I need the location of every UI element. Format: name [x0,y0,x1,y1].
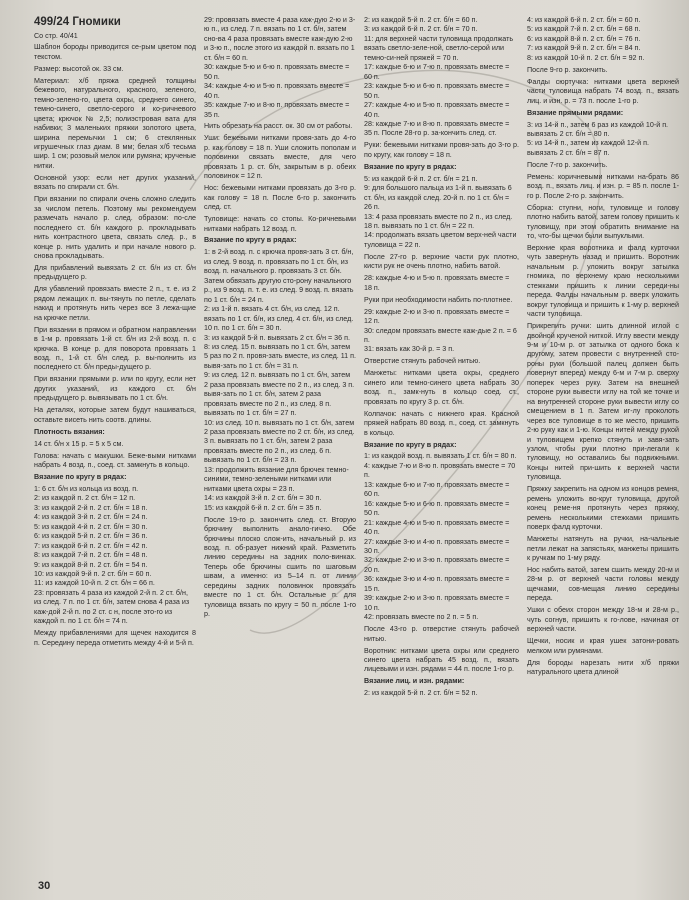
row-item: 8: из след. 15 п. вывязать по 1 ст. б/н, затем 5 раз по 2 п. провя-зать вместе, из след. 11 п. вывя-зать по 1 ст. б/н = 31 п. [204,342,356,370]
row-item: 4: из каждой 3-й п. 2 ст. б/н = 24 п. [34,513,148,522]
head-rows-list [34,485,196,627]
row-item: 1: в 2-й возд. п. с крючка провя-зать 3 ст. б/н, из след. 9 возд. п. провязать по 1 ст. б/н, из возд. п. начального р. провязать 3 ст. б/н. Затем обвязать другую сто-рону начального р., из 9 возд. п. т. е. из след. 9 возд. п. вязать по 1 ст. б/н = 24 п. [204,248,354,304]
row-item: 10: из каждой 9-й п. 2 ст. б/н = 60 п. [34,570,152,579]
nose-assembly-text: Нос набить ватой, затем сшить между 20-м и 28-м р. от верхней части головы между щечками, сов-мещая линию середины переда. [527,565,679,603]
cuffs-assembly-text: Манжеты натянуть на ручки, на-чальные петли лежат на запястьях, манжеты пришить к ручкам по 1-му ряду. [527,535,679,562]
page-number: 30 [38,880,51,892]
arms-text: Руки: бежевыми нитками провя-зать до 3-го р. по кругу, как голову = 18 п. [364,141,519,159]
row-item: 31: вязать как 30-й р. = 3 п. [364,345,455,354]
row-item: 4: из каждой 6-й п. 2 ст. б/н = 60 п. [527,16,641,24]
round-rows-heading: Вязание по кругу в рядах: [364,162,457,171]
row-item: 2: из 1-й п. вязать 4 ст. б/н, из след. 12 п. вязать по 1 ст. б/н, из след. 4 ст. б/н, из след. 10 п. по 1 ст. б/н = 30 п. [204,305,354,333]
row-item: 11: для верхней части туловища продолжать вязать светло-зеле-ной, светло-серой или темно-си-ней пряжей = 70 п. [364,34,514,62]
cap-text: Колпачок: начать с нижнего края. Красной пряжей набрать 80 возд. п., соед. ст. замкнуть в кольцо. [364,409,519,437]
size-text: Размер: высотой ок. 33 см. [34,64,124,73]
row-item: 36: каждые 3-ю и 4-ю п. провязать вместе = 15 п. [364,575,510,593]
row-item: 1: из каждой возд. п. вывязать 1 ст. б/н = 80 п. [364,452,517,461]
cap-rows-list [364,452,519,622]
cheeks-text: Между прибавлениями для щечек находится 8 п. Середину переда отметить между 4-й и 5-й п. [34,629,196,647]
nose-text: Нос: бежевыми нитками провязать до 3-го р. как голову = 18 п. После 6-го р. закончить след. ст. [204,184,356,212]
collar-text: Воротник: нитками цвета охры или среднего синего цвета набрать 45 возд. п., вязать лицевыми и изн. рядами = 44 п. после 1-го р. [364,646,519,674]
body-rows-list [204,248,356,513]
collar-rows-list [364,689,519,698]
row-item: 3: из каждой 5-й п. вывязать 2 ст. б/н = 36 п. [204,333,350,342]
row-item: 27: каждые 3-ю и 4-ю п. провязать вместе = 30 п. [364,537,510,556]
arms-rows-list-3 [364,308,519,355]
row-item: 5: из каждой 4-й п. 2 ст. б/н = 30 п. [34,522,148,531]
details-text: На деталях, которые затем будут нашиваться, оставьте висеть нить соотв. длины. [34,406,196,424]
intro-text: Шаблон бороды приводится се-рым цветом под текстом. [34,43,196,61]
row-item: 13: продолжить вязание для брючек темно-синими, темно-зелеными нитками или нитками цвета охры = 23 п. [204,465,349,493]
pattern-title: 499/24 Гномики [34,16,121,28]
row-item: 3: из каждой 2-й п. 2 ст. б/н = 18 п. [34,503,148,512]
body-text: Туловище: начать со стопы. Ко-ричневыми нитками набрать 12 возд. п. [204,215,356,233]
row-item: 39: каждые 2-ю и 3-ю п. провязать вместе = 10 п. [364,594,510,612]
row-item: 13: каждые 6-ю и 7-ю п. провязать вместе = 60 п. [364,480,510,499]
row-item: 2: из каждой 5-й п. 2 ст. б/н = 60 п. [364,16,478,24]
column-2 [204,16,356,622]
belt-text: Ремень: коричневыми нитками на-брать 86 возд. п., вязать лиц. и изн. р. = 85 п. после 1-го р. После 2-го р. закончить. [527,172,679,200]
row-item: 23: провязать 4 раза из каждой 2-й п. 2 ст. б/н, из след. 7 п. по 1 ст. б/н, затем снова 4 раза из каж-дой 2-й п. по 2 ст. с н, после это-го из каждой п. по 1 ст. б/н = 74 п. [34,588,190,626]
row-item: 5: из каждой 6-й п. 2 ст. б/н = 21 п. [364,174,478,183]
arms-close-text: Отверстие стянуть рабочей нитью. [364,357,481,366]
row-item: 17: каждые 6-ю и 7-ю п. провязать вместе = 60 п. [364,63,510,81]
arms-stuffing-text-2: Руки при необходимости набить по-плотнее. [364,295,513,304]
row-item: 16: каждые 5-ю и 6-ю п. провязать вместе = 50 п. [364,499,510,518]
ears-assembly-text: Ушки с обеих сторон между 18-м и 28-м р., чуть согнув, пришить к го-лове, начиная от верхней части. [527,606,679,634]
row-item: 29: каждые 2-ю и 3-ю п. провязать вместе = 12 п. [364,307,510,326]
head-text: Голова: начать с макушки. Беже-выми нитками набрать 4 возд. п., соед. ст. замкнуть в кольцо. [34,451,196,470]
row-item: 6: из каждой 5-й п. 2 ст. б/н = 36 п. [34,532,148,541]
row-item: 5: из каждой 7-й п. 2 ст. б/н = 68 п. [527,25,641,34]
row-item: 10: из след. 10 п. вывязать по 1 ст. б/н, затем 2 раза провязать вместе по 2 ст. б/н, из след. 3 п. вывязать по 1 ст. б/н, затем 2 раза провязать вместе по 2 п., из след. 6 п. вывязать по 1 ст. б/н = 23 п. [204,418,355,465]
torso-rows-list [364,16,519,139]
cuffs-text: Манжеты: нитками цвета охры, среднего синего или темно-синего цвета набрать 30 возд. п., замк-нуть в кольцо соед. ст., провязать по кругу 3 р. ст. б/н. [364,369,519,406]
row-item: 2: из каждой п. 2 ст. б/н = 12 п. [34,494,136,503]
collar-rows-list-2 [527,16,679,63]
row-item: 23: каждые 5-ю и 6-ю п. провязать вместе = 50 п. [364,82,510,100]
column-1 [34,16,196,651]
row-item: 32: каждые 2-ю и 3-ю п. провязать вместе = 20 п. [364,556,510,574]
row-item: 9: из каждой 8-й п. 2 ст. б/н = 54 п. [34,560,148,569]
decrease-text: Для убавлений провязать вместе 2 п., т. е. из 2 рядом лежащих п. вы-тянуть по петле, сделать накид и протянуть нить через все 3 лежа-щие на крючке петли. [34,285,196,322]
collar-end-text: После 9-го р. закончить. [527,65,608,74]
row-item: 1: 6 ст. б/н из кольца из возд. п. [34,484,139,493]
cap-close-text: После 43-го р. отверстие стянуть рабочей нитью. [364,625,519,643]
row-item: 5: из 14-й п., затем из каждой 12-й п. вывязать 2 ст. б/н = 87 п. [527,139,649,157]
row-item: 30: следом провязать вместе каж-дые 2 п. = 6 п. [364,326,517,344]
spiral-text: При вязании по спирали очень сложно следить за числом петель. Поэтому мы рекомендуем размечать начало р. след. образом: по-сле последнего ст. б/н каждого р. прокладывать нить контрастного цвета, связать след. р., в конце р. нить удалить и при начале нового р. снова прокладывать. [34,195,196,260]
coat-tails-end-text: После 7-го р. закончить. [527,160,608,169]
row-item: 6: из каждой 8-й п. 2 ст. б/н = 76 п. [527,34,641,43]
coat-tails-rows-list [527,121,679,159]
beard-text: Для бороды нарезать нити х/б пряжи натурального цвета длиной [527,658,679,676]
row-item: 35: каждые 7-ю и 8-ю п. провязать вместе = 35 п. [204,101,350,119]
round-rows-heading: Вязание по кругу в рядах: [34,472,127,481]
page-reference: Со стр. 40/41 [34,31,78,40]
attach-arms-text: Прикрепить ручки: шить длинной иглой с двойной крученой ниткой. Иглу ввести между 9-м и 10-м р. от затылка от одного бока к другому, затем провести с внутренней сто-роны руки (большой палец должен быть повернут вперед) между 6-м и 7-м р. сверху поперек через руку. Затем на внешней стороне руки вывести иглу на той же точке и на внутренней стороне руки вывести иглу со смещением в 1 п. Затем иг-лу проколоть через все туловище в то же место, пришить 2-ю руку как и 1-ю. Концы нитей между рукой и туловищем крепко стянуть и завя-зать узлом, чтобы руки плотно при-легали к туловищу, но оставались бы подвижными. Концы нитей при-шить к верхней части туловища. [527,322,679,482]
column-4 [527,16,679,680]
row-item: 3: из каждой 6-й п. 2 ст. б/н = 70 п. [364,25,478,34]
straight-rows-heading: Вязание лиц. и изн. рядами: [364,677,465,686]
row-item: 28: каждые 4-ю и 5-ю п. провязать вместе = 18 п. [364,274,510,292]
buckle-text: Пряжку закрепить на одном из концов ремня, ремень уложить во-круг туловища, другой конец реме-ня протянуть через пряжку, ремень несколькими стежками пришить поверх фалд курточки. [527,485,679,532]
gauge-text: 14 ст. б/н х 15 р. = 5 х 5 см. [34,439,124,448]
row-item: 13: 4 раза провязать вместе по 2 п., из след. 18 п. вывязать по 1 ст. б/н = 22 п. [364,212,513,231]
basic-pattern-text: Основной узор: если нет других указаний, вязать по спирали ст. б/н. [34,173,196,192]
collar-assembly-text: Верхние края воротника и фалд курточки чуть завернуть назад и пришить. Воротник начальным р. уложить вокруг затылка гномика, по верхнему краю несколькими стежками пришить к линии середи-ны переда. Фалды начальным р. вверх уложить вокруг туловища и пришить к 1-му р. верхней части туловища. [527,243,679,319]
row-item: 7: из каждой 6-й п. 2 ст. б/н = 42 п. [34,541,148,550]
row-item: 2: из каждой 5-й п. 2 ст. б/н = 52 п. [364,689,478,698]
column-3 [364,16,519,701]
row-item: 27: каждые 4-ю и 5-ю п. провязать вместе = 40 п. [364,101,510,119]
row-item: 3: из 14-й п., затем 6 раз из каждой 10-й п. вывязать 2 ст. б/н = 80 п. [527,120,669,138]
row-item: 14: из каждой 3-й п. 2 ст. б/н = 30 п. [204,494,322,503]
row-item: 21: каждые 4-ю и 5-ю п. провязать вместе = 40 п. [364,518,510,537]
cheeks-tint-text: Щечки, носик и края ушек затони-ровать мелком или румянами. [527,637,679,655]
row-item: 8: из каждой 10-й п. 2 ст. б/н = 92 п. [527,53,645,62]
row-item: 28: каждые 7-ю и 8-ю п. провязать вместе = 35 п. После 28-го р. за-кончить след. ст. [364,119,510,138]
row-item: 8: из каждой 7-й п. 2 ст. б/н = 48 п. [34,551,148,560]
row-item: 11: из каждой 10-й п. 2 ст. б/н = 66 п. [34,579,155,588]
cut-yarn-text: Нить обрезать на расст. ок. 30 см от работы. [204,122,353,131]
trousers-text: После 19-го р. закончить след. ст. Вторую брючину выполнить анало-гично. Обе брючины плоско слож-ить, начальный р. из возд. п. об-разует нижний край. Разметить линию середины на задних поло-винках. Теперь обе брючины сшить по шаговым швам, а именно: из 5–14 п. от линии середины задних половинок провязать вместе по 1 ст. б/н. Остальные п. для туловища вязать по кругу = 50 п. после 1-го р. [204,515,356,619]
round-rows-heading: Вязание по кругу в рядах: [364,440,457,449]
row-item: 9: из след. 12 п. вывязать по 1 ст. б/н, затем 2 раза провязать вместе по 2 п., из след. 3 п. вывя-зать по 1 ст. б/н, затем 2 раза провязать вместе по 2 п., из след. 8 п. вывязать по 1 ст. б/н = 27 п. [204,371,355,418]
straight-rows-heading: Вязание прямыми рядами: [527,108,624,117]
row-item: 42: провязать вместе по 2 п. = 5 п. [364,613,479,622]
row-item: 15: из каждой 6-й п. 2 ст. б/н = 35 п. [204,503,322,512]
row-item: 9: для большого пальца из 1-й п. вывязать 6 ст. б/н, из каждой след. 20-й п. по 1 ст. б/н = 26 п. [364,184,512,212]
row-item: 14: продолжать вязать цветом верх-ней части туловища = 22 п. [364,231,517,249]
arms-rows-list-2 [364,274,519,293]
assembly-text: Сборка: ступни, ноги, туловище и голову плотно набить ватой, затем голову пришить к туловищу, при этом обратить внимание на то, что-бы щечки были выпуклыми. [527,203,679,241]
arms-stuffing-text: После 27-го р. верхние части рук плотно, кисти рук не очень плотно, набить ватой. [364,252,519,271]
ears-text: Уши: бежевыми нитками провя-зать до 4-го р. как голову = 18 п. Уши сложить пополам и половинки связать вместе, для чего провязать 1 р. ст. б/н, закрытым в р. обеих половинок = 12 п. [204,134,356,181]
row-item: 34: каждые 4-ю и 5-ю п. провязать вместе = 40 п. [204,82,350,100]
row-item: 30: каждые 5-ю и 6-ю п. провязать вместе = 50 п. [204,63,350,81]
row-item: 7: из каждой 9-й п. 2 ст. б/н = 84 п. [527,44,641,53]
head-decrease-rows-list [204,16,356,120]
material-text: Материал: х/б пряжа средней толщины бежевого, натурального, красного, зеленого, темно-зелено-го, цвета охры, среднего синего, темно-синего, светло-серого и ко-ричневого цвета; крючок № 2,5; полиэстровая вата для набивки; 3 маленьких пряжки золотого цвета, ширина перемычки 1 см; 6 стеклянных игрушечных глаз диам. 8 мм; белая х/б тесьма шир. 1 см; розовый мелок или румяна; крученые нитки. [34,76,196,170]
arms-rows-list [364,175,519,251]
coat-tails-text: Фалды сюртучка: нитками цвета верхней части туловища набрать 74 возд. п., вязать лиц. и изн. р. = 73 п. после 1-го р. [527,77,679,105]
increase-text: Для прибавлений вывязать 2 ст. б/н из ст. б/н предыдущего р. [34,263,196,282]
straight-rows-text: При вязании в прямом и обратном направлении в 1-м р. провязать 1-й ст. б/н из 2-й возд. п. с крючка. В конце р. для поворота провязать 1 возд. п., 1-й ст. б/н след. р. вы-полнить из последнего ст. б/н преды-дущего р. [34,325,196,372]
straight-rows-text-2: При вязании прямыми р. или по кругу, если нет других указаний, из каждого ст. б/н предыдущего р. вывязывать по 1 ст. б/н. [34,375,196,403]
gauge-heading: Плотность вязания: [34,427,105,436]
row-item: 29: провязать вместе 4 раза каж-дую 2-ю и 3-ю п., из след. 7 п. вязать по 1 ст. б/н, затем сно-ва 4 раза провязать вместе каж-дую 2-ю и 3-ю п., после этого из каждой п. вязать по 1 ст. б/н = 60 п. [204,16,356,62]
row-item: 4: каждые 7-ю и 8-ю п. провязать вместе = 70 п. [364,461,516,480]
round-rows-heading: Вязание по кругу в рядах: [204,236,297,245]
